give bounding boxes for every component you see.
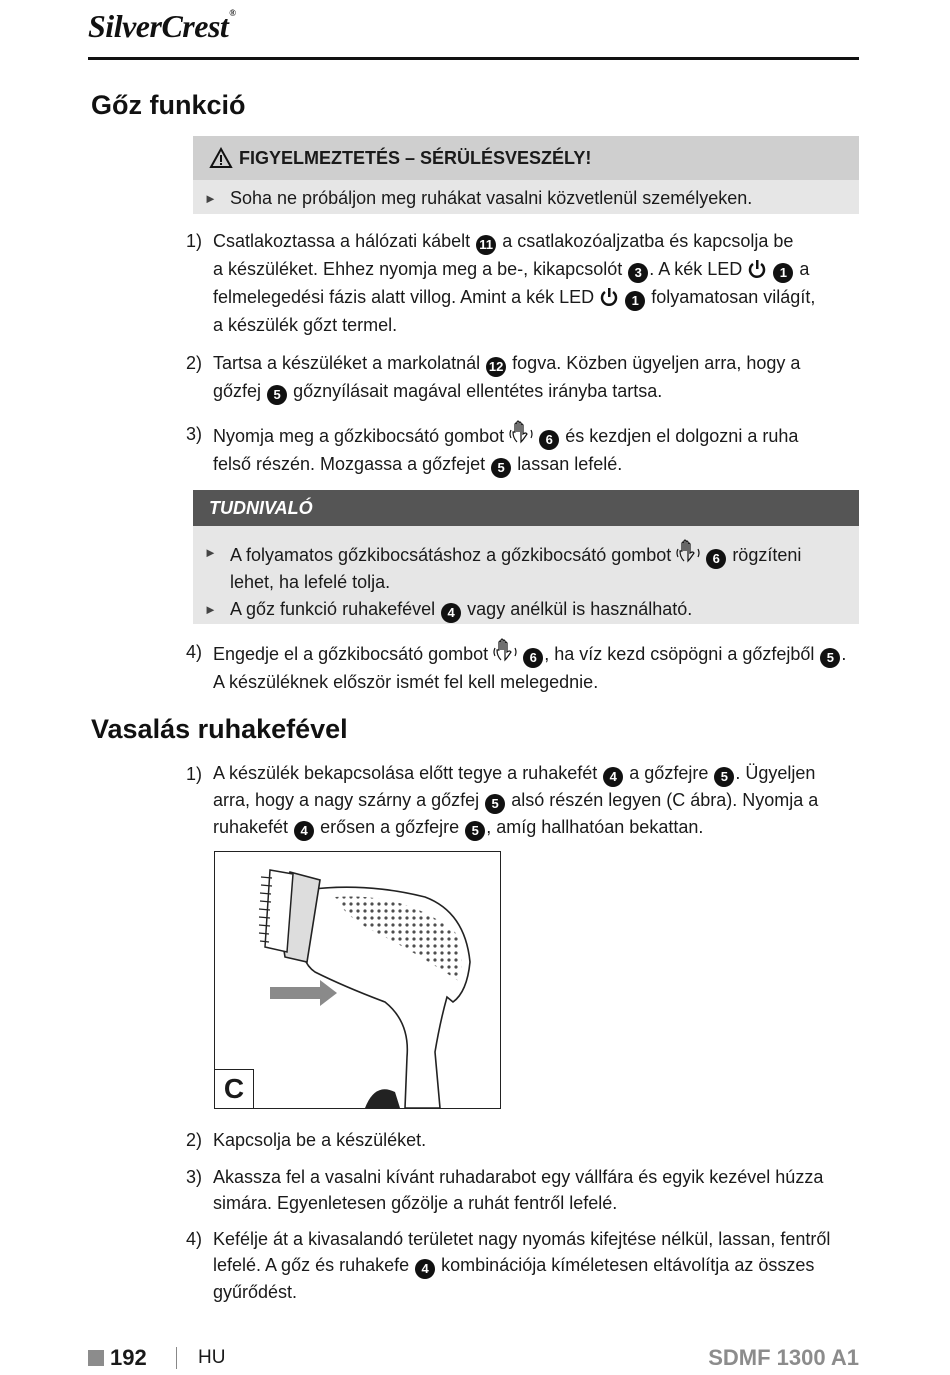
note-header: TUDNIVALÓ — [193, 490, 859, 526]
callout-badge: 5 — [465, 821, 485, 841]
warning-item: ► Soha ne próbáljon meg ruhákat vasalni közvetlenül személyeken. — [193, 185, 859, 212]
footer — [88, 1345, 859, 1375]
callout-badge: 6 — [706, 549, 726, 569]
callout-badge: 5 — [485, 794, 505, 814]
figure-c — [214, 851, 501, 1109]
steamer-illustration — [215, 852, 500, 1108]
header-rule — [88, 57, 859, 60]
callout-badge: 5 — [820, 648, 840, 668]
callout-badge: 6 — [539, 430, 559, 450]
power-icon — [747, 259, 767, 279]
arrow-bullet-icon: ► — [204, 545, 217, 560]
brush-step-3: 3) Akassza fel a vasalni kívánt ruhadarabot egy vállfára és egyik kezével húzza simára. Egyenletesen gőzölje a ruhát fentről lefelé. — [186, 1167, 824, 1213]
steam-step-4: 4) Engedje el a gőzkibocsátó gombot 6 , ha víz kezd csöpögni a gőzfejből 5 . A készüléknek először ismét fel kell melegednie. — [186, 638, 862, 696]
warning-triangle-icon — [209, 147, 233, 169]
callout-badge: 6 — [523, 648, 543, 668]
callout-badge: 4 — [441, 603, 461, 623]
brush-step-2: 2) Kapcsolja be a készüléket. — [186, 1130, 427, 1150]
callout-badge: 5 — [491, 458, 511, 478]
page-marker-square — [88, 1350, 104, 1366]
steam-step-1: 1) Csatlakoztassa a hálózati kábelt 11 a csatlakozóaljzatba és kapcsolja be a készüléket. Ehhez nyomja meg a be-, kikapcsolót 3 . A kék LED 1 a felmelegedési fázis alatt villog. Amint a kék LED 1 folyamatosan világít, a készülék gőzt termel. — [186, 231, 816, 335]
callout-badge: 5 — [267, 385, 287, 405]
warning-box — [193, 136, 859, 214]
page-number: 192 — [110, 1345, 147, 1370]
footer-divider — [176, 1347, 177, 1369]
callout-badge: 4 — [415, 1259, 435, 1279]
callout-badge: 12 — [486, 357, 506, 377]
steam-step-3: 3) Nyomja meg a gőzkibocsátó gombot 6 és kezdjen el dolgozni a ruha felső részén. Mozgassa a gőzfejet 5 lassan lefelé. — [186, 420, 862, 478]
steam-button-icon — [493, 638, 517, 664]
note-item: ► A folyamatos gőzkibocsátáshoz a gőzkibocsátó gombot 6 rögzíteni lehet, ha lefelé tolja. — [193, 539, 859, 596]
brand-logo: SilverCrest® — [88, 8, 236, 44]
callout-badge: 4 — [294, 821, 314, 841]
language-code: HU — [198, 1347, 226, 1368]
callout-badge: 11 — [476, 235, 496, 255]
brush-step-1: 1) A készülék bekapcsolása előtt tegye a ruhakefét 4 a gőzfejre 5 . Ügyeljen arra, hogy a nagy szárny a gőzfej 5 alsó részén legyen (C ábra). Nyomja a ruhakefét 4 erősen a gőzfejre 5 , amíg hallhatóan bekattan. — [186, 760, 862, 841]
warning-header — [193, 136, 859, 180]
note-item: ► A gőz funkció ruhakefével 4 vagy anélkül is használható. — [193, 596, 859, 623]
figure-label: C — [215, 1069, 254, 1108]
section-title-brush: Vasalás ruhakefével — [91, 714, 348, 744]
power-icon — [599, 287, 619, 307]
arrow-bullet-icon: ► — [204, 602, 217, 617]
section-title-steam: Gőz funkció — [91, 90, 246, 120]
steam-button-icon — [676, 539, 700, 565]
steam-step-2: 2) Tartsa a készüléket a markolatnál 12 fogva. Közben ügyeljen arra, hogy a gőzfej 5 gőznyílásait magával ellentétes irányba tartsa. — [186, 349, 862, 405]
callout-badge: 1 — [625, 291, 645, 311]
arrow-bullet-icon: ► — [204, 191, 217, 206]
note-box — [193, 490, 859, 624]
brush-step-4: 4) Kefélje át a kivasalandó területet nagy nyomás kifejtése nélkül, lassan, fentről lefelé. A gőz és ruhakefe 4 kombinációja kíméletesen eltávolítja az összes gyűrődést. — [186, 1229, 831, 1302]
callout-badge: 3 — [628, 263, 648, 283]
warning-title: FIGYELMEZTETÉS – SÉRÜLÉSVESZÉLY! — [239, 147, 592, 168]
callout-badge: 4 — [603, 767, 623, 787]
callout-badge: 1 — [773, 263, 793, 283]
steam-button-icon — [509, 420, 533, 446]
callout-badge: 5 — [714, 767, 734, 787]
model-number: SDMF 1300 A1 — [708, 1345, 859, 1370]
